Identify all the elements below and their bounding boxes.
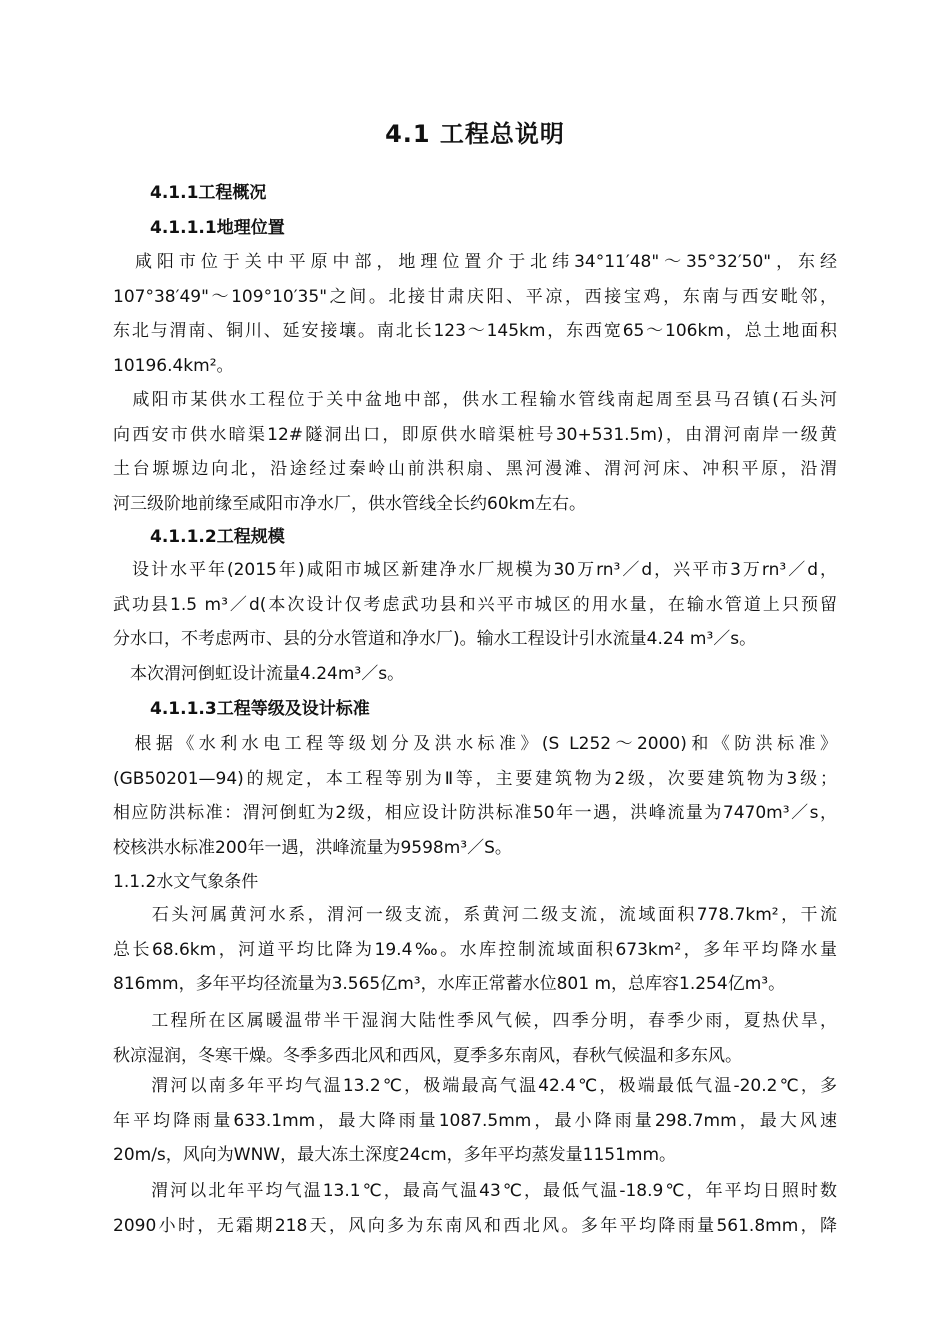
text-line: 石头河属黄河水系，渭河一级支流，系黄河二级支流，流域面积778.7km²，干流 [113, 905, 837, 925]
paragraph-siphon [113, 657, 837, 692]
paragraph-north [113, 1174, 837, 1243]
paragraph-south [113, 1069, 837, 1173]
heading-grade: 4.1.1.3工程等级及设计标准 [150, 699, 370, 719]
text-line: 年平均降雨量633.1mm，最大降雨量1087.5mm，最小降雨量298.7mm，最大风速 [113, 1110, 837, 1131]
text-line: (GB50201—94)的规定，本工程等别为Ⅱ等，主要建筑物为2级，次要建筑物为3级； [113, 768, 837, 789]
text-line: 10196.4km²。 [113, 356, 234, 377]
page-title: 4.1 工程总说明 [385, 120, 565, 148]
text-line: 根据《水利水电工程等级划分及洪水标准》(S L252～2000)和《防洪标准》 [113, 734, 837, 754]
text-line: 20m/s，风向为WNW，最大冻土深度24cm，多年平均蒸发量1151mm。 [113, 1145, 677, 1166]
text-line: 渭河以南多年平均气温13.2℃，极端最高气温42.4℃，极端最低气温-20.2℃，多 [113, 1076, 837, 1096]
text-line: 设计水平年(2015年)咸阳市城区新建净水厂规模为30万rn³／d，兴平市3万rn³／d， [113, 560, 837, 580]
text-line: 河三级阶地前缘至咸阳市净水厂，供水管线全长约60km左右。 [113, 494, 587, 515]
text-line: 秋凉湿润，冬寒干燥。冬季多西北风和西风，夏季多东南风，春秋气候温和多东风。 [113, 1045, 742, 1066]
paragraph-location [113, 245, 837, 384]
text-line: 工程所在区属暖温带半干湿润大陆性季风气候，四季分明，春季少雨，夏热伏旱， [113, 1011, 837, 1031]
text-line: 东北与渭南、铜川、延安接壤。南北长123～145km，东西宽65～106km，总土地面积 [113, 321, 837, 342]
paragraph-project [113, 383, 837, 522]
paragraph-river [113, 898, 837, 1002]
text-line: 816mm，多年平均径流量为3.565亿m³，水库正常蓄水位801 m，总库容1.254亿m³。 [113, 974, 786, 995]
paragraph-grade [113, 727, 837, 866]
heading-overview: 4.1.1工程概况 [150, 183, 267, 203]
heading-location: 4.1.1.1地理位置 [150, 218, 285, 238]
paragraph-climate [113, 1004, 837, 1073]
text-line: 本次渭河倒虹设计流量4.24m³／s。 [113, 664, 405, 684]
heading-hydro: 1.1.2水文气象条件 [113, 872, 259, 892]
text-line: 武功县1.5 m³／d(本次设计仅考虑武功县和兴平市城区的用水量，在输水管道上只预留 [113, 594, 837, 615]
text-line: 相应防洪标准：渭河倒虹为2级，相应设计防洪标准50年一遇，洪峰流量为7470m³／s， [113, 803, 837, 824]
heading-scale: 4.1.1.2工程规模 [150, 527, 285, 547]
text-line: 土台塬塬边向北，沿途经过秦岭山前洪积扇、黑河漫滩、渭河河床、冲积平原，沿渭 [113, 459, 837, 480]
text-line: 分水口，不考虑两市、县的分水管道和净水厂)。输水工程设计引水流量4.24 m³／s。 [113, 629, 757, 650]
text-line: 校核洪水标准200年一遇，洪峰流量为9598m³／S。 [113, 838, 512, 859]
paragraph-scale [113, 553, 837, 657]
text-line: 咸阳市某供水工程位于关中盆地中部，供水工程输水管线南起周至县马召镇(石头河 [113, 390, 837, 410]
text-line: 107°38′49"～109°10′35"之间。北接甘肃庆阳、平凉，西接宝鸡，东南与西安毗邻， [113, 286, 837, 307]
text-line: 2090小时，无霜期218天，风向多为东南风和西北风。多年平均降雨量561.8mm，降 [113, 1215, 837, 1236]
text-line: 咸阳市位于关中平原中部，地理位置介于北纬34°11′48"～35°32′50"，东经 [113, 252, 837, 272]
text-line: 总长68.6km，河道平均比降为19.4‰。水库控制流域面积673km²，多年平均降水量 [113, 939, 837, 960]
text-line: 向西安市供水暗渠12#隧洞出口，即原供水暗渠桩号30+531.5m)，由渭河南岸一级黄 [113, 424, 837, 445]
text-line: 渭河以北年平均气温13.1℃，最高气温43℃，最低气温-18.9℃，年平均日照时数 [113, 1181, 837, 1201]
